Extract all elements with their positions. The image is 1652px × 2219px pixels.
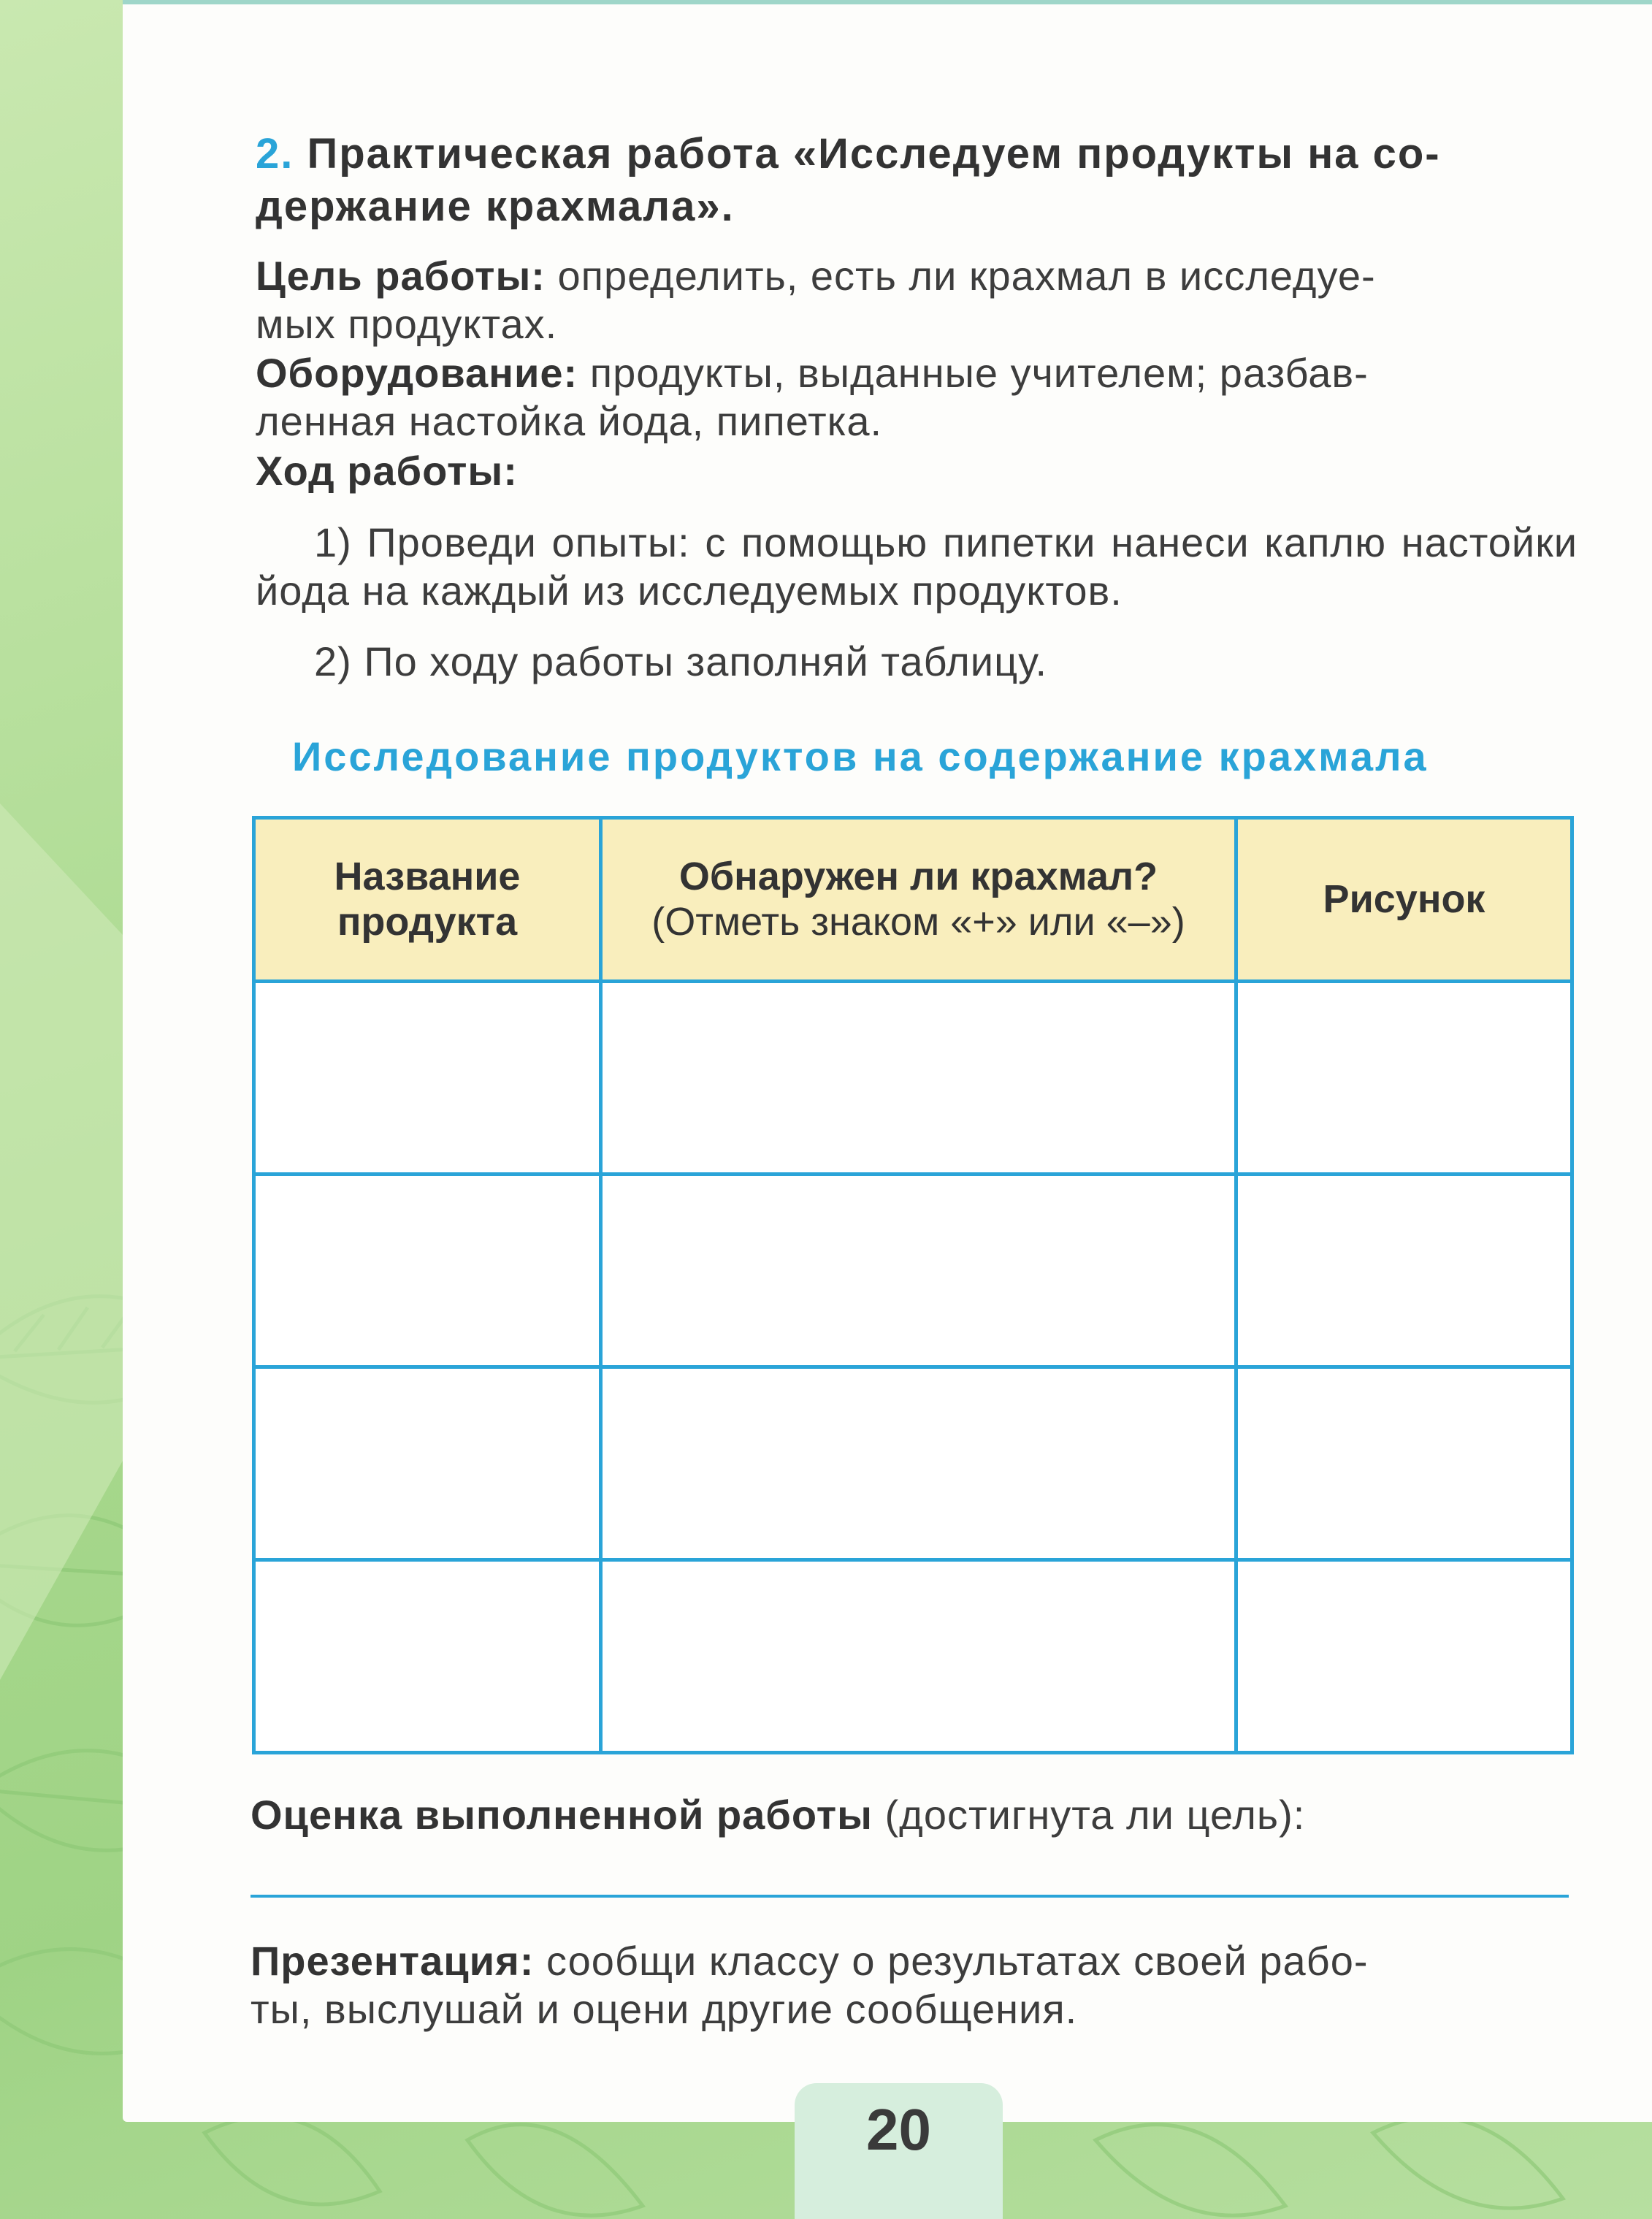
cell-drawing[interactable]: [1236, 1559, 1572, 1752]
goal-paragraph: [256, 252, 1578, 348]
equipment-label: Оборудование:: [256, 350, 578, 396]
starch-results-table: [252, 816, 1574, 1754]
table-title: Исследование продуктов на содержание крахмала: [292, 733, 1429, 779]
cell-product[interactable]: [254, 981, 601, 1174]
cell-drawing[interactable]: [1236, 1367, 1572, 1559]
header-product-name-text: Название продукта: [334, 855, 521, 944]
cell-starch[interactable]: [601, 1559, 1236, 1752]
header-product-name: [254, 818, 601, 982]
procedure-label: Ход работы:: [256, 448, 518, 494]
equipment-paragraph: [256, 349, 1578, 446]
presentation-label: Презентация:: [251, 1938, 535, 1984]
presentation-paragraph: [251, 1937, 1572, 2033]
task-title: Практическая работа «Исследуем продукты на со- держание крахмала».: [256, 130, 1441, 230]
goal-text: определить, есть ли крахмал в исследуе- мых продуктах.: [256, 253, 1376, 347]
page-top-border: [123, 0, 1652, 4]
header-starch-found: [601, 818, 1236, 982]
header-starch-instruction: (Отметь знаком «+» или «–»): [651, 900, 1185, 944]
equipment-text: продукты, выданные учителем; разбав- ленная настойка йода, пипетка.: [256, 350, 1369, 444]
evaluation-answer-line[interactable]: [251, 1895, 1569, 1898]
cell-drawing[interactable]: [1236, 981, 1572, 1174]
cell-product[interactable]: [254, 1367, 601, 1559]
table-row: [254, 1367, 1572, 1559]
cell-starch[interactable]: [601, 1367, 1236, 1559]
header-drawing-text: Рисунок: [1323, 877, 1485, 922]
cell-starch[interactable]: [601, 1174, 1236, 1367]
step-2: 2) По ходу работы заполняй таблицу.: [314, 638, 1048, 684]
table-row: [254, 1174, 1572, 1367]
table-row: [254, 981, 1572, 1174]
table-header-row: [254, 818, 1572, 982]
step-1: 1) Проведи опыты: с помощью пипетки нанеси каплю настойки йода на каждый из исследуемых продуктов.: [256, 519, 1578, 614]
goal-label: Цель работы:: [256, 253, 546, 299]
table-row: [254, 1559, 1572, 1752]
presentation-text: сообщи классу о результатах своей рабо- ты, выслушай и оцени другие сообщения.: [251, 1938, 1369, 2032]
cell-product[interactable]: [254, 1174, 601, 1367]
evaluation-paragraph: [251, 1791, 1572, 1839]
header-starch-question: Обнаружен ли крахмал?: [678, 855, 1158, 899]
cell-product[interactable]: [254, 1559, 601, 1752]
page-number: 20: [866, 2097, 931, 2162]
header-drawing: [1236, 818, 1572, 982]
cell-drawing[interactable]: [1236, 1174, 1572, 1367]
evaluation-label: Оценка выполненной работы: [251, 1792, 873, 1838]
evaluation-text: (достигнута ли цель):: [884, 1792, 1306, 1838]
task-heading: [256, 128, 1578, 233]
cell-starch[interactable]: [601, 981, 1236, 1174]
task-number: 2.: [256, 130, 294, 177]
